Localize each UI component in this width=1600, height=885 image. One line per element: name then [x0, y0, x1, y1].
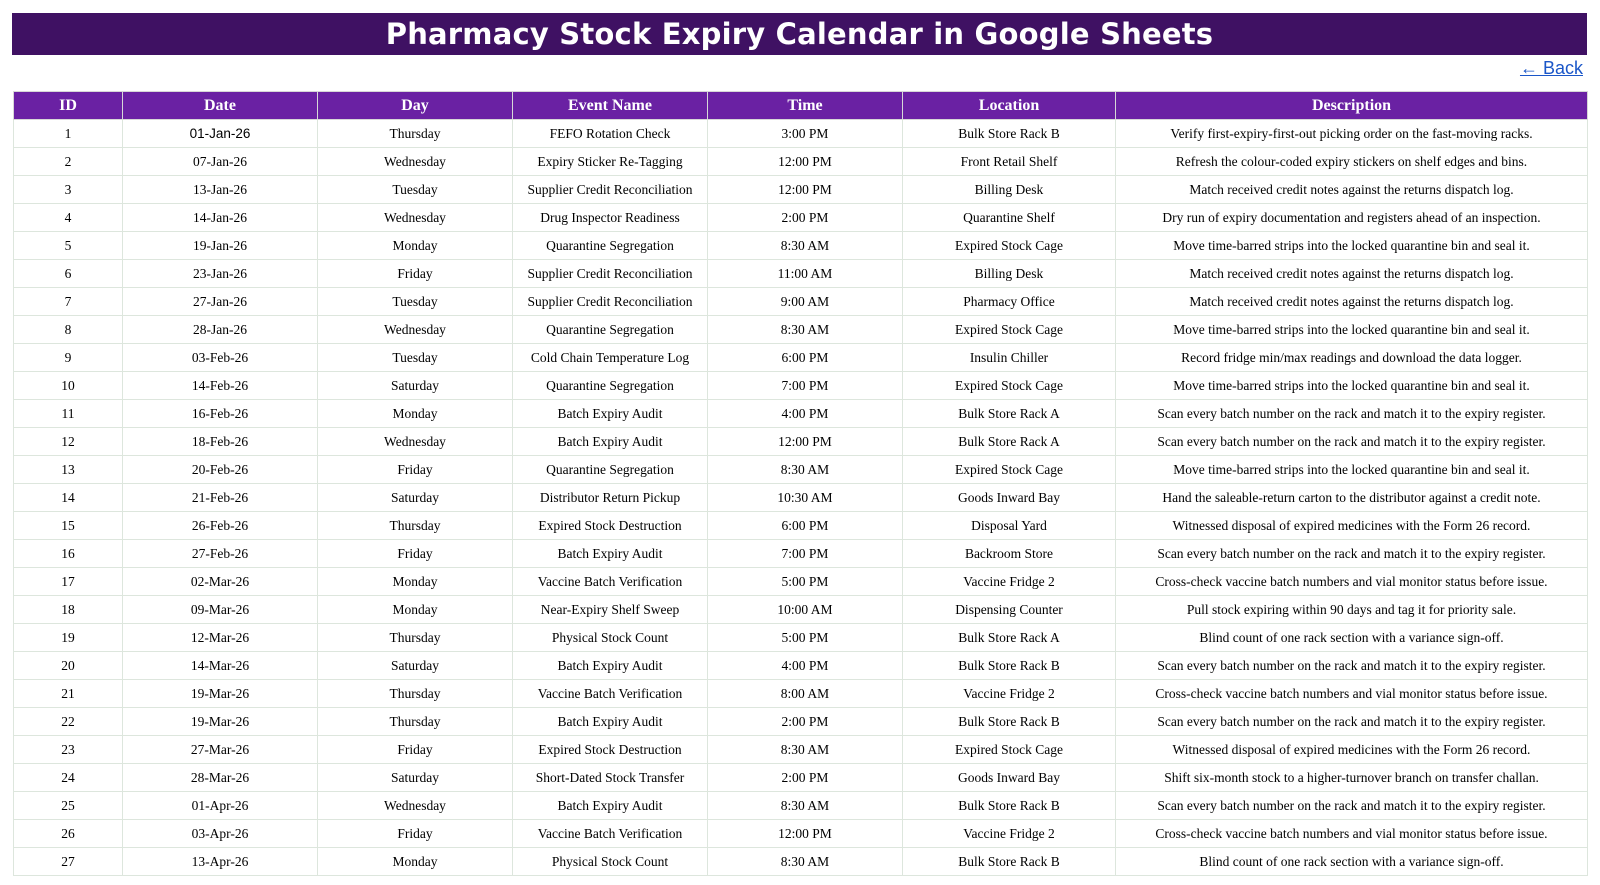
cell-location[interactable]: Billing Desk	[903, 176, 1116, 204]
cell-description[interactable]: Match received credit notes against the returns dispatch log.	[1116, 176, 1588, 204]
cell-id[interactable]: 14	[14, 484, 123, 512]
cell-date[interactable]: 03-Apr-26	[123, 820, 318, 848]
cell-day[interactable]: Saturday	[318, 764, 513, 792]
cell-id[interactable]: 22	[14, 708, 123, 736]
cell-date[interactable]: 28-Mar-26	[123, 764, 318, 792]
table-row	[14, 848, 1588, 876]
table-row	[14, 260, 1588, 288]
cell-date[interactable]: 01-Jan-26	[123, 120, 318, 148]
cell-location[interactable]: Pharmacy Office	[903, 288, 1116, 316]
cell-description[interactable]: Scan every batch number on the rack and match it to the expiry register.	[1116, 652, 1588, 680]
cell-date[interactable]: 18-Feb-26	[123, 428, 318, 456]
cell-event-name[interactable]: Short-Dated Stock Transfer	[513, 764, 708, 792]
cell-event-name[interactable]: Drug Inspector Readiness	[513, 204, 708, 232]
cell-id[interactable]: 6	[14, 260, 123, 288]
cell-id[interactable]: 10	[14, 372, 123, 400]
cell-id[interactable]: 4	[14, 204, 123, 232]
cell-day[interactable]: Friday	[318, 736, 513, 764]
expiry-calendar-table	[13, 91, 1588, 876]
table-row	[14, 372, 1588, 400]
cell-date[interactable]: 07-Jan-26	[123, 148, 318, 176]
cell-description[interactable]: Match received credit notes against the returns dispatch log.	[1116, 260, 1588, 288]
cell-id[interactable]: 27	[14, 848, 123, 876]
cell-time[interactable]: 2:00 PM	[708, 708, 903, 736]
cell-description[interactable]: Cross-check vaccine batch numbers and vial monitor status before issue.	[1116, 680, 1588, 708]
cell-date[interactable]: 26-Feb-26	[123, 512, 318, 540]
cell-id[interactable]: 11	[14, 400, 123, 428]
cell-time[interactable]: 4:00 PM	[708, 400, 903, 428]
cell-id[interactable]: 24	[14, 764, 123, 792]
cell-description[interactable]: Cross-check vaccine batch numbers and vial monitor status before issue.	[1116, 820, 1588, 848]
cell-id[interactable]: 18	[14, 596, 123, 624]
cell-description[interactable]: Dry run of expiry documentation and registers ahead of an inspection.	[1116, 204, 1588, 232]
cell-time[interactable]: 6:00 PM	[708, 344, 903, 372]
cell-day[interactable]: Saturday	[318, 372, 513, 400]
table-row	[14, 680, 1588, 708]
cell-day[interactable]: Tuesday	[318, 344, 513, 372]
cell-id[interactable]: 15	[14, 512, 123, 540]
cell-event-name[interactable]: Supplier Credit Reconciliation	[513, 288, 708, 316]
cell-date[interactable]: 16-Feb-26	[123, 400, 318, 428]
cell-description[interactable]: Cross-check vaccine batch numbers and vial monitor status before issue.	[1116, 568, 1588, 596]
cell-id[interactable]: 19	[14, 624, 123, 652]
column-header-day[interactable]: Day	[318, 92, 513, 120]
table-row	[14, 820, 1588, 848]
cell-id[interactable]: 13	[14, 456, 123, 484]
cell-location[interactable]: Dispensing Counter	[903, 596, 1116, 624]
cell-day[interactable]: Friday	[318, 260, 513, 288]
cell-event-name[interactable]: Expiry Sticker Re-Tagging	[513, 148, 708, 176]
cell-id[interactable]: 2	[14, 148, 123, 176]
cell-description[interactable]: Shift six-month stock to a higher-turnover branch on transfer challan.	[1116, 764, 1588, 792]
cell-date[interactable]: 02-Mar-26	[123, 568, 318, 596]
cell-id[interactable]: 3	[14, 176, 123, 204]
cell-date[interactable]: 14-Mar-26	[123, 652, 318, 680]
cell-day[interactable]: Monday	[318, 596, 513, 624]
cell-day[interactable]: Tuesday	[318, 176, 513, 204]
cell-time[interactable]: 12:00 PM	[708, 176, 903, 204]
cell-time[interactable]: 8:00 AM	[708, 680, 903, 708]
cell-event-name[interactable]: Quarantine Segregation	[513, 232, 708, 260]
cell-date[interactable]: 23-Jan-26	[123, 260, 318, 288]
cell-location[interactable]: Quarantine Shelf	[903, 204, 1116, 232]
cell-id[interactable]: 23	[14, 736, 123, 764]
cell-location[interactable]: Bulk Store Rack B	[903, 652, 1116, 680]
table-row	[14, 148, 1588, 176]
cell-id[interactable]: 17	[14, 568, 123, 596]
cell-id[interactable]: 20	[14, 652, 123, 680]
table-row	[14, 512, 1588, 540]
cell-location[interactable]: Bulk Store Rack A	[903, 428, 1116, 456]
cell-time[interactable]: 5:00 PM	[708, 624, 903, 652]
cell-date[interactable]: 13-Jan-26	[123, 176, 318, 204]
table-row	[14, 204, 1588, 232]
column-header-id[interactable]: ID	[14, 92, 123, 120]
cell-time[interactable]: 12:00 PM	[708, 428, 903, 456]
cell-event-name[interactable]: Batch Expiry Audit	[513, 400, 708, 428]
cell-id[interactable]: 8	[14, 316, 123, 344]
cell-description[interactable]: Witnessed disposal of expired medicines with the Form 26 record.	[1116, 736, 1588, 764]
cell-description[interactable]: Scan every batch number on the rack and match it to the expiry register.	[1116, 428, 1588, 456]
cell-day[interactable]: Wednesday	[318, 204, 513, 232]
cell-date[interactable]: 03-Feb-26	[123, 344, 318, 372]
cell-event-name[interactable]: Distributor Return Pickup	[513, 484, 708, 512]
table-body	[14, 120, 1588, 876]
cell-event-name[interactable]: Vaccine Batch Verification	[513, 820, 708, 848]
cell-location[interactable]: Expired Stock Cage	[903, 372, 1116, 400]
cell-id[interactable]: 21	[14, 680, 123, 708]
cell-time[interactable]: 8:30 AM	[708, 792, 903, 820]
table-row	[14, 568, 1588, 596]
table-row	[14, 428, 1588, 456]
table-row	[14, 400, 1588, 428]
cell-description[interactable]: Record fridge min/max readings and download the data logger.	[1116, 344, 1588, 372]
cell-time[interactable]: 8:30 AM	[708, 232, 903, 260]
cell-location[interactable]: Bulk Store Rack B	[903, 792, 1116, 820]
cell-id[interactable]: 26	[14, 820, 123, 848]
cell-date[interactable]: 13-Apr-26	[123, 848, 318, 876]
cell-event-name[interactable]: Supplier Credit Reconciliation	[513, 260, 708, 288]
cell-day[interactable]: Saturday	[318, 652, 513, 680]
cell-location[interactable]: Bulk Store Rack B	[903, 708, 1116, 736]
cell-time[interactable]: 4:00 PM	[708, 652, 903, 680]
cell-date[interactable]: 19-Mar-26	[123, 708, 318, 736]
cell-day[interactable]: Wednesday	[318, 316, 513, 344]
cell-time[interactable]: 12:00 PM	[708, 148, 903, 176]
page-title: Pharmacy Stock Expiry Calendar in Google Sheets	[385, 17, 1214, 51]
table-row	[14, 596, 1588, 624]
table-row	[14, 736, 1588, 764]
cell-time[interactable]: 8:30 AM	[708, 736, 903, 764]
cell-day[interactable]: Saturday	[318, 484, 513, 512]
column-header-location[interactable]: Location	[903, 92, 1116, 120]
cell-location[interactable]: Front Retail Shelf	[903, 148, 1116, 176]
cell-event-name[interactable]: Batch Expiry Audit	[513, 540, 708, 568]
cell-day[interactable]: Thursday	[318, 680, 513, 708]
table-header-row	[14, 92, 1588, 120]
cell-location[interactable]: Insulin Chiller	[903, 344, 1116, 372]
cell-event-name[interactable]: Physical Stock Count	[513, 624, 708, 652]
cell-description[interactable]: Move time-barred strips into the locked quarantine bin and seal it.	[1116, 316, 1588, 344]
cell-time[interactable]: 8:30 AM	[708, 316, 903, 344]
cell-description[interactable]: Move time-barred strips into the locked quarantine bin and seal it.	[1116, 456, 1588, 484]
cell-location[interactable]: Expired Stock Cage	[903, 316, 1116, 344]
table-row	[14, 120, 1588, 148]
cell-id[interactable]: 12	[14, 428, 123, 456]
cell-date[interactable]: 01-Apr-26	[123, 792, 318, 820]
cell-time[interactable]: 12:00 PM	[708, 820, 903, 848]
cell-time[interactable]: 2:00 PM	[708, 764, 903, 792]
cell-description[interactable]: Move time-barred strips into the locked quarantine bin and seal it.	[1116, 232, 1588, 260]
cell-time[interactable]: 7:00 PM	[708, 372, 903, 400]
cell-date[interactable]: 20-Feb-26	[123, 456, 318, 484]
table-row	[14, 652, 1588, 680]
column-header-time[interactable]: Time	[708, 92, 903, 120]
table-row	[14, 624, 1588, 652]
cell-day[interactable]: Wednesday	[318, 792, 513, 820]
cell-day[interactable]: Friday	[318, 820, 513, 848]
cell-location[interactable]: Expired Stock Cage	[903, 456, 1116, 484]
cell-description[interactable]: Scan every batch number on the rack and match it to the expiry register.	[1116, 540, 1588, 568]
cell-date[interactable]: 21-Feb-26	[123, 484, 318, 512]
cell-location[interactable]: Bulk Store Rack A	[903, 400, 1116, 428]
cell-event-name[interactable]: Batch Expiry Audit	[513, 708, 708, 736]
cell-description[interactable]: Scan every batch number on the rack and match it to the expiry register.	[1116, 708, 1588, 736]
cell-location[interactable]: Vaccine Fridge 2	[903, 680, 1116, 708]
cell-date[interactable]: 27-Mar-26	[123, 736, 318, 764]
cell-description[interactable]: Scan every batch number on the rack and match it to the expiry register.	[1116, 792, 1588, 820]
table-row	[14, 316, 1588, 344]
cell-day[interactable]: Friday	[318, 540, 513, 568]
cell-event-name[interactable]: Expired Stock Destruction	[513, 736, 708, 764]
cell-time[interactable]: 8:30 AM	[708, 848, 903, 876]
cell-time[interactable]: 10:00 AM	[708, 596, 903, 624]
cell-description[interactable]: Blind count of one rack section with a variance sign-off.	[1116, 848, 1588, 876]
cell-date[interactable]: 27-Feb-26	[123, 540, 318, 568]
cell-day[interactable]: Monday	[318, 232, 513, 260]
cell-event-name[interactable]: Batch Expiry Audit	[513, 792, 708, 820]
cell-time[interactable]: 2:00 PM	[708, 204, 903, 232]
cell-event-name[interactable]: Vaccine Batch Verification	[513, 680, 708, 708]
table-row	[14, 764, 1588, 792]
table-row	[14, 232, 1588, 260]
cell-id[interactable]: 1	[14, 120, 123, 148]
table-row	[14, 344, 1588, 372]
cell-event-name[interactable]: Batch Expiry Audit	[513, 652, 708, 680]
cell-date[interactable]: 09-Mar-26	[123, 596, 318, 624]
cell-location[interactable]: Goods Inward Bay	[903, 764, 1116, 792]
cell-time[interactable]: 7:00 PM	[708, 540, 903, 568]
cell-day[interactable]: Monday	[318, 848, 513, 876]
cell-event-name[interactable]: Expired Stock Destruction	[513, 512, 708, 540]
cell-date[interactable]: 19-Jan-26	[123, 232, 318, 260]
cell-day[interactable]: Thursday	[318, 708, 513, 736]
cell-id[interactable]: 5	[14, 232, 123, 260]
table-row	[14, 540, 1588, 568]
cell-day[interactable]: Wednesday	[318, 428, 513, 456]
cell-id[interactable]: 9	[14, 344, 123, 372]
table-row	[14, 288, 1588, 316]
cell-event-name[interactable]: Batch Expiry Audit	[513, 428, 708, 456]
cell-time[interactable]: 10:30 AM	[708, 484, 903, 512]
cell-day[interactable]: Friday	[318, 456, 513, 484]
cell-description[interactable]: Match received credit notes against the returns dispatch log.	[1116, 288, 1588, 316]
table-row	[14, 456, 1588, 484]
table-row	[14, 176, 1588, 204]
cell-location[interactable]: Expired Stock Cage	[903, 232, 1116, 260]
cell-description[interactable]: Scan every batch number on the rack and match it to the expiry register.	[1116, 400, 1588, 428]
cell-time[interactable]: 9:00 AM	[708, 288, 903, 316]
cell-day[interactable]: Thursday	[318, 624, 513, 652]
cell-id[interactable]: 7	[14, 288, 123, 316]
cell-description[interactable]: Move time-barred strips into the locked quarantine bin and seal it.	[1116, 372, 1588, 400]
title-bar	[12, 13, 1587, 55]
cell-day[interactable]: Monday	[318, 568, 513, 596]
cell-location[interactable]: Bulk Store Rack A	[903, 624, 1116, 652]
cell-description[interactable]: Blind count of one rack section with a variance sign-off.	[1116, 624, 1588, 652]
cell-day[interactable]: Monday	[318, 400, 513, 428]
cell-event-name[interactable]: Vaccine Batch Verification	[513, 568, 708, 596]
cell-location[interactable]: Backroom Store	[903, 540, 1116, 568]
cell-date[interactable]: 28-Jan-26	[123, 316, 318, 344]
cell-event-name[interactable]: FEFO Rotation Check	[513, 120, 708, 148]
cell-id[interactable]: 25	[14, 792, 123, 820]
cell-location[interactable]: Vaccine Fridge 2	[903, 568, 1116, 596]
cell-event-name[interactable]: Quarantine Segregation	[513, 316, 708, 344]
cell-date[interactable]: 14-Feb-26	[123, 372, 318, 400]
cell-date[interactable]: 12-Mar-26	[123, 624, 318, 652]
cell-event-name[interactable]: Near-Expiry Shelf Sweep	[513, 596, 708, 624]
cell-day[interactable]: Thursday	[318, 512, 513, 540]
cell-description[interactable]: Refresh the colour-coded expiry stickers on shelf edges and bins.	[1116, 148, 1588, 176]
table-row	[14, 792, 1588, 820]
column-header-event-name[interactable]: Event Name	[513, 92, 708, 120]
cell-location[interactable]: Disposal Yard	[903, 512, 1116, 540]
cell-description[interactable]: Witnessed disposal of expired medicines with the Form 26 record.	[1116, 512, 1588, 540]
cell-time[interactable]: 11:00 AM	[708, 260, 903, 288]
cell-location[interactable]: Goods Inward Bay	[903, 484, 1116, 512]
cell-event-name[interactable]: Quarantine Segregation	[513, 372, 708, 400]
cell-location[interactable]: Billing Desk	[903, 260, 1116, 288]
cell-time[interactable]: 3:00 PM	[708, 120, 903, 148]
cell-location[interactable]: Bulk Store Rack B	[903, 848, 1116, 876]
cell-time[interactable]: 8:30 AM	[708, 456, 903, 484]
cell-date[interactable]: 19-Mar-26	[123, 680, 318, 708]
cell-event-name[interactable]: Quarantine Segregation	[513, 456, 708, 484]
cell-event-name[interactable]: Cold Chain Temperature Log	[513, 344, 708, 372]
table-row	[14, 484, 1588, 512]
cell-time[interactable]: 5:00 PM	[708, 568, 903, 596]
cell-description[interactable]: Pull stock expiring within 90 days and tag it for priority sale.	[1116, 596, 1588, 624]
cell-date[interactable]: 27-Jan-26	[123, 288, 318, 316]
cell-description[interactable]: Hand the saleable-return carton to the distributor against a credit note.	[1116, 484, 1588, 512]
cell-day[interactable]: Tuesday	[318, 288, 513, 316]
cell-location[interactable]: Bulk Store Rack B	[903, 120, 1116, 148]
cell-day[interactable]: Wednesday	[318, 148, 513, 176]
back-link[interactable]: ← Back	[1519, 58, 1583, 78]
cell-date[interactable]: 14-Jan-26	[123, 204, 318, 232]
column-header-description[interactable]: Description	[1116, 92, 1588, 120]
cell-location[interactable]: Expired Stock Cage	[903, 736, 1116, 764]
cell-location[interactable]: Vaccine Fridge 2	[903, 820, 1116, 848]
cell-id[interactable]: 16	[14, 540, 123, 568]
cell-day[interactable]: Thursday	[318, 120, 513, 148]
cell-event-name[interactable]: Physical Stock Count	[513, 848, 708, 876]
column-header-date[interactable]: Date	[123, 92, 318, 120]
table-row	[14, 708, 1588, 736]
cell-description[interactable]: Verify first-expiry-first-out picking order on the fast-moving racks.	[1116, 120, 1588, 148]
cell-time[interactable]: 6:00 PM	[708, 512, 903, 540]
cell-event-name[interactable]: Supplier Credit Reconciliation	[513, 176, 708, 204]
